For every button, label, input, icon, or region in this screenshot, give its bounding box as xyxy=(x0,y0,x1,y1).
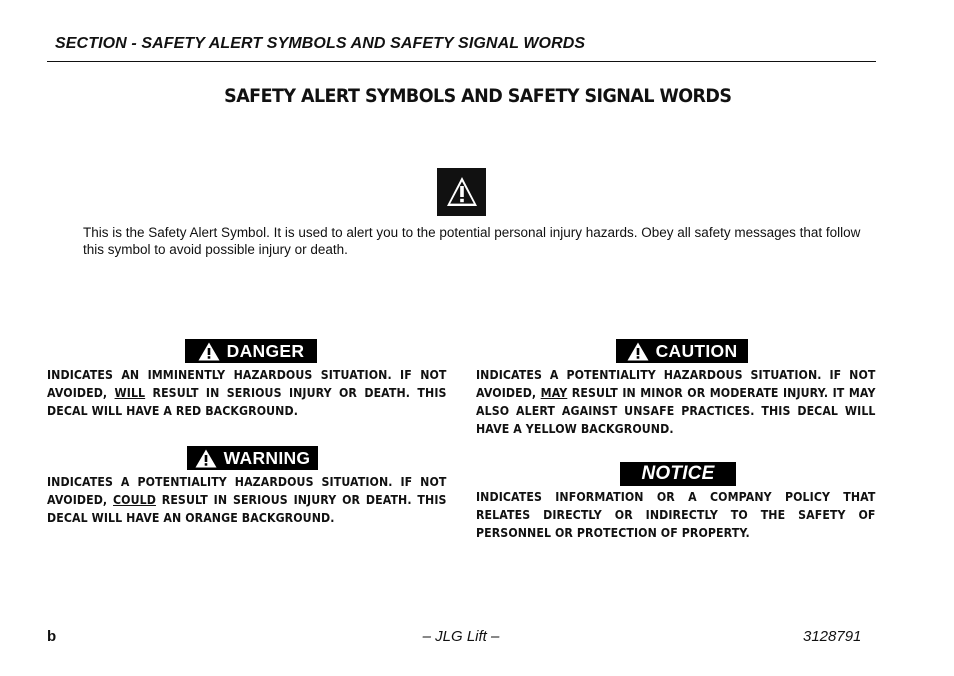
safety-alert-symbol xyxy=(437,168,486,216)
danger-description xyxy=(47,366,447,420)
warning-triangle-icon xyxy=(198,342,220,361)
footer-brand: – JLG Lift – xyxy=(422,628,500,645)
warning-text-after: RESULT IN SERIOUS INJURY OR DEATH. THIS DECAL WILL HAVE AN ORANGE BACKGROUND. xyxy=(47,492,447,525)
warning-text-before: INDICATES A POTENTIALITY HAZARDOUS SITUATION. IF NOT AVOIDED, xyxy=(47,474,447,507)
warning-triangle-icon xyxy=(195,449,217,468)
danger-text-after: RESULT IN SERIOUS INJURY OR DEATH. THIS DECAL WILL HAVE A RED BACKGROUND. xyxy=(47,385,447,418)
notice-description: INDICATES INFORMATION OR A COMPANY POLICY THAT RELATES DIRECTLY OR INDIRECTLY TO THE SAFETY OF PERSONNEL OR PROTECTION OF PROPERTY. xyxy=(476,489,876,540)
header-divider xyxy=(47,61,876,62)
warning-emphasis: COULD xyxy=(113,492,156,507)
danger-label: DANGER xyxy=(226,340,305,361)
danger-badge xyxy=(185,339,317,363)
warning-badge xyxy=(187,446,318,470)
section-header: SECTION - SAFETY ALERT SYMBOLS AND SAFETY SIGNAL WORDS xyxy=(55,35,586,52)
danger-text-before: INDICATES AN IMMINENTLY HAZARDOUS SITUATION. IF NOT AVOIDED, xyxy=(47,367,447,400)
warning-triangle-icon xyxy=(627,342,649,361)
warning-triangle-icon xyxy=(445,175,479,209)
notice-badge xyxy=(620,462,736,486)
warning-label: WARNING xyxy=(223,447,311,468)
caution-emphasis: MAY xyxy=(540,385,568,400)
danger-emphasis: WILL xyxy=(114,385,146,400)
caution-badge xyxy=(616,339,748,363)
caution-description xyxy=(476,366,876,438)
caution-text-before: INDICATES A POTENTIALITY HAZARDOUS SITUATION. IF NOT AVOIDED, xyxy=(476,367,876,400)
caution-text-after: RESULT IN MINOR OR MODERATE INJURY. IT MAY ALSO ALERT AGAINST UNSAFE PRACTICES. THIS DECAL WILL HAVE A YELLOW BACKGROUND. xyxy=(476,385,876,436)
warning-description xyxy=(47,473,447,527)
intro-paragraph: This is the Safety Alert Symbol. It is used to alert you to the potential personal injury hazards. Obey all safety messages that follow this symbol to avoid possible injury or death. xyxy=(83,225,861,257)
caution-label: CAUTION xyxy=(655,340,738,361)
document-number: 3128791 xyxy=(803,628,862,645)
page-number: b xyxy=(47,628,57,645)
notice-label: NOTICE xyxy=(641,463,715,484)
page-title: SAFETY ALERT SYMBOLS AND SAFETY SIGNAL WORDS xyxy=(224,85,732,107)
